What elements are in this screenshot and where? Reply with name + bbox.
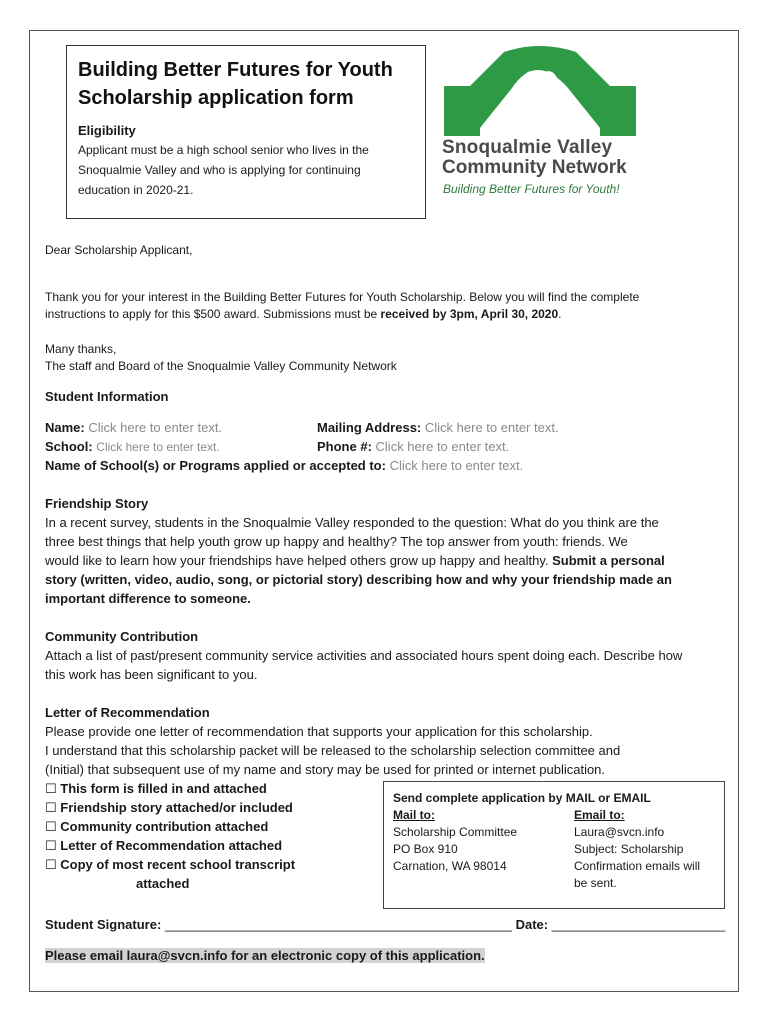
intro-line-2 xyxy=(45,306,562,323)
signature-line[interactable]: ________________________________________________ xyxy=(164,917,512,932)
checklist-label: Copy of most recent school transcript xyxy=(60,857,296,872)
intro-line-1: Thank you for your interest in the Building Better Futures for Youth Scholarship. Below you will find the complete xyxy=(45,290,640,304)
checklist-label: Community contribution attached xyxy=(60,819,269,834)
community-line: this work has been significant to you. xyxy=(45,667,258,682)
logo-tagline: Building Better Futures for Youth! xyxy=(443,182,620,196)
mail-address-line: Scholarship Committee xyxy=(393,825,518,839)
email-note: be sent. xyxy=(574,876,617,890)
friendship-instruction: Submit a personal xyxy=(552,553,665,568)
date-label: Date: xyxy=(515,917,549,932)
phone-input[interactable]: Click here to enter text. xyxy=(375,439,510,454)
electronic-copy-note xyxy=(45,946,485,965)
highlighted-note: Please email laura@svcn.info for an electronic copy of this application. xyxy=(45,948,485,963)
email-address[interactable]: Laura@svcn.info xyxy=(574,825,665,839)
title-box xyxy=(66,45,426,219)
checkbox[interactable]: ☐ xyxy=(45,781,57,796)
submission-heading: Send complete application by MAIL or EMAIL xyxy=(393,791,651,805)
greeting: Dear Scholarship Applicant, xyxy=(45,243,193,257)
checklist-label: Letter of Recommendation attached xyxy=(60,838,283,853)
recommendation-heading: Letter of Recommendation xyxy=(45,705,210,720)
checkbox[interactable]: ☐ xyxy=(45,800,57,815)
name-label: Name: xyxy=(45,420,85,435)
mailing-address-label: Mailing Address: xyxy=(317,420,422,435)
mail-address-line: Carnation, WA 98014 xyxy=(393,859,507,873)
phone-label: Phone #: xyxy=(317,439,372,454)
community-line: Attach a list of past/present community service activities and associated hours spent doing each. Describe how xyxy=(45,648,683,663)
eligibility-line: education in 2020-21. xyxy=(78,183,194,197)
checkbox[interactable]: ☐ xyxy=(45,819,57,834)
title-line-2: Scholarship application form xyxy=(78,87,354,109)
svcn-logo xyxy=(440,46,640,202)
friendship-line: three best things that help youth grow up happy and healthy? The top answer from youth: friends. We xyxy=(45,534,628,549)
consent-line: (Initial) that subsequent use of my name and story may be used for printed or internet publication. xyxy=(45,762,606,777)
school-label: School: xyxy=(45,439,93,454)
programs-label: Name of School(s) or Programs applied or accepted to: xyxy=(45,458,386,473)
checklist-item[interactable] xyxy=(45,798,293,817)
email-to-label: Email to: xyxy=(574,808,625,822)
mailing-address-field[interactable] xyxy=(317,418,559,437)
checklist-item[interactable] xyxy=(45,855,295,874)
intro-text: instructions to apply for this $500 award. Submissions must be xyxy=(45,307,381,321)
logo-line-1: Snoqualmie Valley xyxy=(442,137,613,158)
friendship-instruction: story (written, video, audio, song, or pictorial story) describing how and why your friendship made an xyxy=(45,572,672,587)
eligibility-heading: Eligibility xyxy=(78,123,136,138)
intro-period: . xyxy=(558,307,562,321)
school-field[interactable] xyxy=(45,437,220,457)
submission-info-box xyxy=(383,781,725,909)
signoff: The staff and Board of the Snoqualmie Valley Community Network xyxy=(45,359,397,373)
mail-to-label: Mail to: xyxy=(393,808,435,822)
friendship-heading: Friendship Story xyxy=(45,496,149,511)
checklist-label: Friendship story attached/or included xyxy=(60,800,293,815)
friendship-line xyxy=(45,551,665,570)
friendship-instruction: important difference to someone. xyxy=(45,591,251,606)
programs-field[interactable] xyxy=(45,456,523,475)
logo-line-2: Community Network xyxy=(442,157,627,178)
programs-input[interactable]: Click here to enter text. xyxy=(389,458,524,473)
student-info-heading: Student Information xyxy=(45,389,169,404)
checkbox[interactable]: ☐ xyxy=(45,857,57,872)
date-line[interactable]: ________________________ xyxy=(551,917,726,932)
checkbox[interactable]: ☐ xyxy=(45,838,57,853)
mail-address-line: PO Box 910 xyxy=(393,842,458,856)
recommendation-line: Please provide one letter of recommendation that supports your application for this scholarship. xyxy=(45,724,593,739)
email-subject: Subject: Scholarship xyxy=(574,842,684,856)
form-title xyxy=(78,56,415,112)
name-input[interactable]: Click here to enter text. xyxy=(88,420,223,435)
consent-line: I understand that this scholarship packet will be released to the scholarship selection committee and xyxy=(45,743,621,758)
community-heading: Community Contribution xyxy=(45,629,199,644)
checklist-label-continuation: attached xyxy=(136,876,190,891)
friendship-text: would like to learn how your friendships have helped others grow up happy and healthy. xyxy=(45,553,553,568)
eligibility-line: Snoqualmie Valley and who is applying for continuing xyxy=(78,163,361,177)
eligibility-text xyxy=(78,140,415,200)
checklist-item[interactable] xyxy=(45,817,268,836)
eligibility-line: Applicant must be a high school senior who lives in the xyxy=(78,143,369,157)
checklist-item[interactable] xyxy=(45,779,267,798)
friendship-line: In a recent survey, students in the Snoqualmie Valley responded to the question: What do you think are the xyxy=(45,515,659,530)
checklist-item[interactable] xyxy=(45,836,282,855)
name-field[interactable] xyxy=(45,418,222,437)
title-line-1: Building Better Futures for Youth xyxy=(78,59,393,81)
thanks: Many thanks, xyxy=(45,342,117,356)
signature-row xyxy=(45,915,725,934)
deadline-text: received by 3pm, April 30, 2020 xyxy=(380,307,559,321)
mailing-address-input[interactable]: Click here to enter text. xyxy=(424,420,559,435)
phone-field[interactable] xyxy=(317,437,509,456)
signature-label: Student Signature: xyxy=(45,917,162,932)
school-input[interactable]: Click here to enter text. xyxy=(96,440,220,454)
email-note: Confirmation emails will xyxy=(574,859,701,873)
checklist-label: This form is filled in and attached xyxy=(60,781,267,796)
